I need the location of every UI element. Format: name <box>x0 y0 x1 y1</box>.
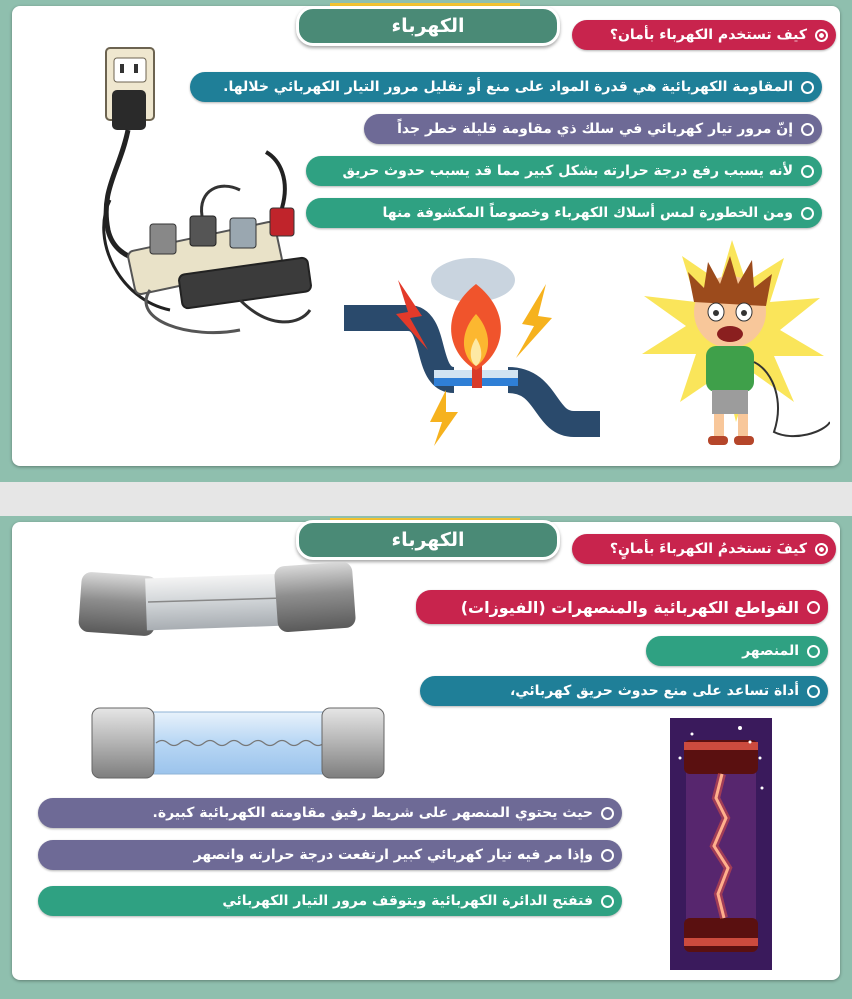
question-heading[interactable]: كيف تستخدم الكهرباء بأمان؟ <box>572 20 836 50</box>
fuse-detail-wire[interactable]: حيث يحتوي المنصهر على شريط رفيق مقاومته الكهربائية كبيرة. <box>38 798 622 828</box>
slide-1-title: الكهرباء <box>296 6 560 46</box>
radio-icon <box>807 685 820 698</box>
fuse-detail-melt[interactable]: وإذا مر فيه تيار كهربائي كبير ارتفعت درجة حرارته وانصهر <box>38 840 622 870</box>
radio-selected-icon <box>815 29 828 42</box>
electric-shock-boy-illustration <box>634 232 830 458</box>
question-heading[interactable]: كيفَ تستخدمُ الكهرباءَ بأمانٍ؟ <box>572 534 836 564</box>
radio-icon <box>801 123 814 136</box>
fuse-definition[interactable]: أداة تساعد على منع حدوث حريق كهربائي، <box>420 676 828 706</box>
fuse-label[interactable]: المنصهر <box>646 636 828 666</box>
radio-icon <box>601 849 614 862</box>
point-resistance[interactable]: المقاومة الكهربائية هي قدرة المواد على منع أو تقليل مرور التيار الكهربائي خلالها. <box>190 72 822 102</box>
radio-icon <box>807 601 820 614</box>
radio-selected-icon <box>815 543 828 556</box>
blowing-fuse-photo <box>670 718 772 970</box>
overloaded-outlet-illustration <box>90 40 320 350</box>
fuse-detail-circuit[interactable]: فتفتح الدائرة الكهربائية ويتوقف مرور التيار الكهربائي <box>38 886 622 916</box>
radio-icon <box>801 207 814 220</box>
glass-fuse-photo <box>76 560 358 650</box>
radio-icon <box>601 807 614 820</box>
breakers-fuses-heading[interactable]: القواطع الكهربائية والمنصهرات (الفيوزات) <box>416 590 828 624</box>
burning-wire-illustration <box>338 254 604 446</box>
point-fire[interactable]: لأنه يسبب رفع درجة حرارته بشكل كبير مما قد يسبب حدوث حريق <box>306 156 822 186</box>
radio-icon <box>601 895 614 908</box>
slide-2-title: الكهرباء <box>296 520 560 560</box>
radio-icon <box>801 165 814 178</box>
radio-icon <box>807 645 820 658</box>
point-touch[interactable]: ومن الخطورة لمس أسلاك الكهرباء وخصوصاً المكشوفة منها <box>306 198 822 228</box>
point-danger[interactable]: إنّ مرور تيار كهربائي في سلك ذي مقاومة قليلة خطر جداً <box>364 114 822 144</box>
radio-icon <box>801 81 814 94</box>
fuse-diagram <box>90 706 388 780</box>
